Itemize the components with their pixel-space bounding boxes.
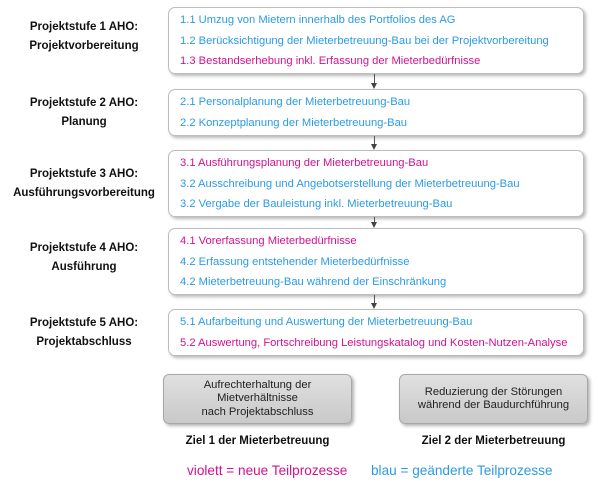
stage-4-label-line1: Projektstufe 4 AHO: — [29, 242, 139, 254]
legend-changed-processes: blau = geänderte Teilprozesse — [371, 463, 553, 478]
legend-new-processes: violett = neue Teilprozesse — [187, 463, 348, 478]
goal-1-line-1: Aufrechterhaltung der — [203, 378, 312, 391]
stage-1-label-line1: Projektstufe 1 AHO: — [29, 21, 139, 33]
stage-2-label — [0, 94, 168, 132]
goal-2-line-2: während der Baudurchführung — [417, 399, 570, 411]
process-item-5-2: 5.2 Auswertung, Fortschreibung Leistungskatalog und Kosten-Nutzen-Analyse — [180, 336, 568, 349]
stage-5-label-line1: Projektstufe 5 AHO: — [29, 317, 139, 329]
goal-1-line-3: nach Projektabschluss — [201, 405, 314, 418]
process-item-1-3: 1.3 Bestandserhebung inkl. Erfassung der Mieterbedürfnisse — [180, 55, 481, 68]
process-item-3-1: 3.1 Ausführungsplanung der Mieterbetreuung-Bau — [180, 157, 429, 169]
stage-5-label-line2: Projektabschluss — [36, 336, 132, 348]
stage-2-box — [168, 89, 584, 136]
stage-5-box — [168, 309, 584, 356]
stage-3-label-line2: Ausführungsvorbereitung — [13, 187, 155, 199]
stage-4-label-line2: Ausführung — [51, 261, 117, 273]
process-item-3-3: 3.2 Vergabe der Bauleistung inkl. Mieterbetreuung-Bau — [180, 198, 453, 211]
stage-2-label-line2: Planung — [61, 116, 107, 128]
goal-2-title: Ziel 2 der Mieterbetreuung — [421, 435, 566, 447]
process-item-4-2: 4.2 Erfassung entstehender Mieterbedürfnisse — [180, 255, 410, 268]
process-item-5-1: 5.1 Aufarbeitung und Auswertung der Mieterbetreuung-Bau — [180, 316, 473, 328]
stage-3-box — [168, 150, 584, 217]
goal-1-title: Ziel 1 der Mieterbetreuung — [185, 435, 330, 447]
process-item-4-3: 4.2 Mieterbetreuung-Bau während der Einschränkung — [180, 276, 447, 289]
stage-5-label — [0, 314, 168, 352]
stage-3-label — [0, 165, 168, 203]
stage-1-box — [168, 7, 584, 74]
goal-1-line-2: Mietverhältnisse — [217, 392, 298, 405]
stage-2-label-line1: Projektstufe 2 AHO: — [29, 97, 139, 109]
stage-1-label-line2: Projektvorbereitung — [29, 40, 139, 52]
process-item-2-1: 2.1 Personalplanung der Mieterbetreuung-Bau — [180, 96, 411, 108]
stage-4-box — [168, 228, 584, 295]
process-item-1-2: 1.2 Berücksichtigung der Mieterbetreuung-Bau bei der Projektvorbereitung — [180, 34, 549, 47]
process-item-4-1: 4.1 Vorerfassung Mieterbedürfnisse — [180, 235, 357, 247]
stage-3-label-line1: Projektstufe 3 AHO: — [29, 168, 139, 180]
process-item-3-2: 3.2 Ausschreibung und Angebotserstellung der Mieterbetreuung-Bau — [180, 177, 520, 190]
goal-2-line-1: Reduzierung der Störungen — [424, 385, 563, 398]
process-item-1-1: 1.1 Umzug von Mietern innerhalb des Portfolios des AG — [180, 14, 456, 26]
process-item-2-2: 2.2 Konzeptplanung der Mieterbetreuung-Bau — [180, 116, 408, 129]
goal-1-box — [163, 374, 352, 424]
stage-4-label — [0, 239, 168, 277]
goal-2-box — [399, 374, 588, 424]
stage-1-label — [0, 18, 168, 56]
